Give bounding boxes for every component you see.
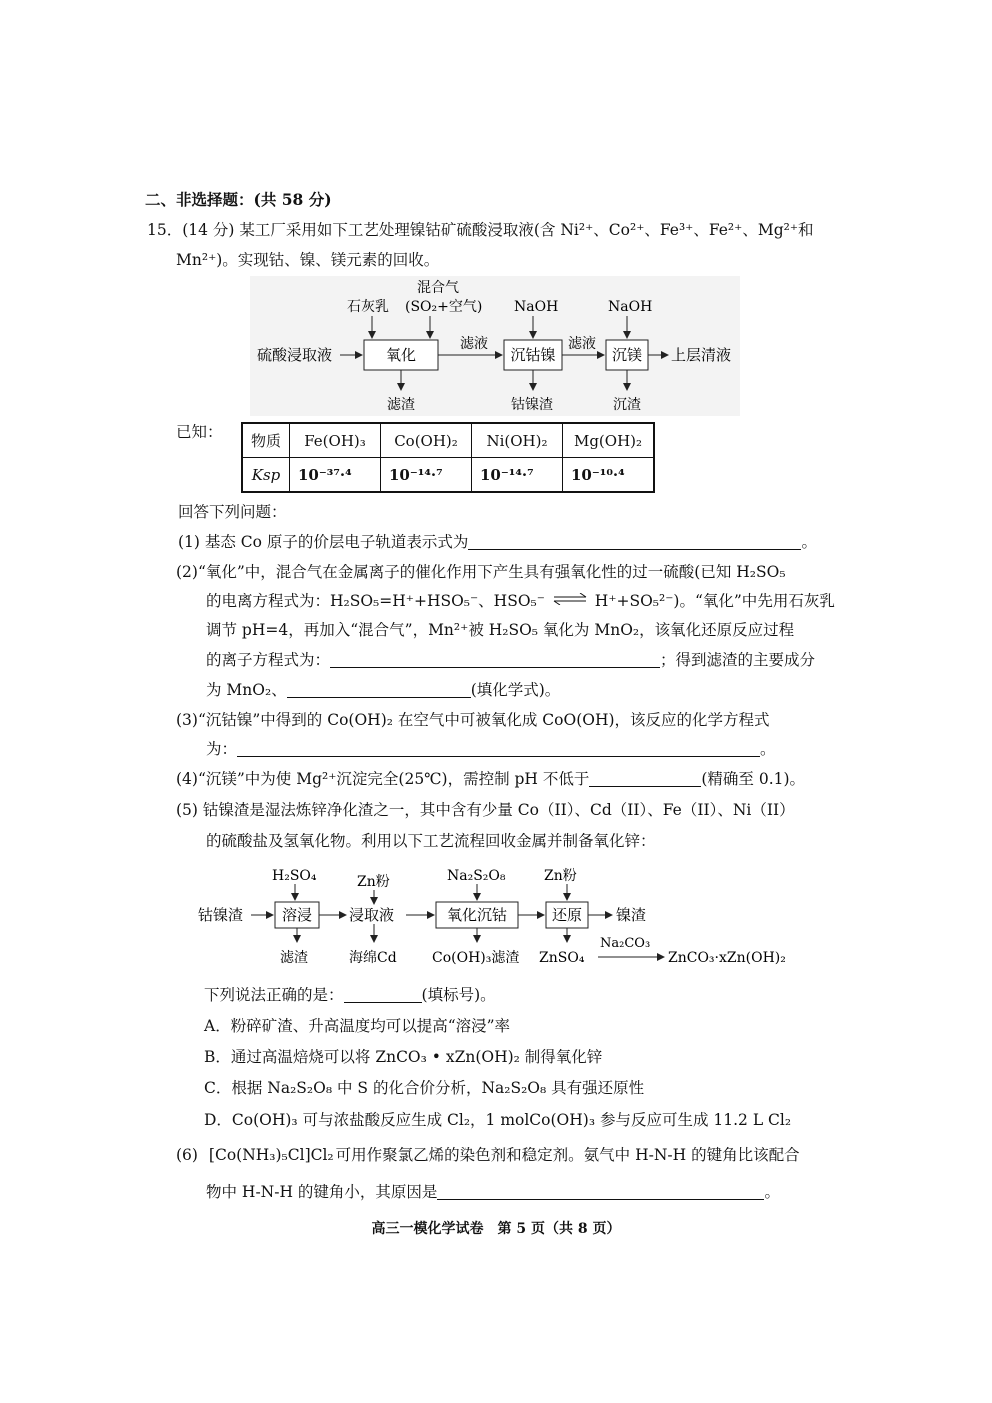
- ksp-header-mgoh2: Mg(OH)₂: [563, 423, 655, 458]
- q6-prompt: 物中 H-N-H 的键角小，其原因是: [206, 1183, 438, 1201]
- q6-number: (6): [176, 1146, 198, 1164]
- ksp-value-cooh2: 10⁻¹⁴·⁷: [381, 458, 472, 493]
- reagent-naoh-2: NaOH: [608, 299, 653, 315]
- ksp-header-cooh2: Co(OH)₂: [381, 423, 472, 458]
- flow2-cooh3-residue: Co(OH)₃滤渣: [432, 950, 520, 966]
- ksp-header-nioh2: Ni(OH)₂: [472, 423, 563, 458]
- ksp-table: [241, 422, 655, 493]
- q6-answer-blank[interactable]: [437, 1183, 764, 1200]
- q4-suffix: (精确至 0.1)。: [701, 770, 806, 788]
- q3-line1: (3)“沉钴镍”中得到的 Co(OH)₂ 在空气中可被氧化成 CoO(OH)，该反应的化学方程式: [176, 711, 770, 729]
- flow1-output: 上层清液: [671, 346, 732, 364]
- option-b: B．通过高温焙烧可以将 ZnCO₃ • xZn(OH)₂ 制得氧化锌: [204, 1048, 603, 1066]
- box-mg-precip-label: 沉镁: [611, 346, 643, 364]
- flow2-residue-1: 滤渣: [280, 950, 308, 966]
- q1-text: [178, 532, 817, 552]
- process-flow-diagram-2: [194, 860, 800, 972]
- q2-equation-blank[interactable]: [330, 651, 660, 668]
- reagent-mixgas: 混合气: [417, 280, 459, 296]
- ksp-value-feoh3: 10⁻³⁷·⁴: [290, 458, 381, 493]
- flow1-input: 硫酸浸取液: [257, 346, 333, 364]
- process-flow-diagram-1: [250, 276, 740, 416]
- ksp-value-nioh2: 10⁻¹⁴·⁷: [472, 458, 563, 493]
- q6-line1-text: 可用作聚氯乙烯的染色剂和稳定剂。氨气中 H-N-H 的键角比该配合: [335, 1146, 800, 1164]
- q6-complex-formula: [Co(NH₃)₅Cl]Cl₂: [208, 1146, 334, 1164]
- box-leaching-label: 溶浸: [281, 906, 313, 924]
- equilibrium-arrow-icon: [552, 593, 588, 605]
- page-footer: 高三一模化学试卷 第 5 页（共 8 页）: [371, 1221, 621, 1237]
- q2-residue-blank[interactable]: [287, 681, 471, 698]
- q2-line2b: H⁺+SO₅²⁻)。“氧化”中先用石灰乳: [594, 592, 835, 610]
- q6-end: 。: [764, 1183, 780, 1201]
- q5-question: [204, 985, 496, 1005]
- reagent-na2s2o8: Na₂S₂O₈: [447, 868, 506, 884]
- box-co-ni-precip-label: 沉钴镍: [510, 346, 556, 364]
- q3-line2: [206, 739, 776, 759]
- box-reduction-label: 还原: [551, 906, 583, 924]
- ksp-row-label: Ksp: [242, 458, 290, 493]
- q5-line2: 的硫酸盐及氢氧化物。利用以下工艺流程回收金属并制备氧化锌：: [206, 832, 656, 850]
- reagent-mixgas-detail: (SO₂+空气): [405, 299, 483, 315]
- filtrate-2: 滤液: [568, 336, 596, 352]
- q2-line3: 调节 pH=4，再加入“混合气”，Mn²⁺被 H₂SO₅ 氧化为 MnO₂，该氧化还原反应过程: [206, 621, 795, 639]
- residue-1: 滤渣: [387, 397, 415, 413]
- filtrate-1: 滤液: [460, 336, 488, 352]
- flow2-sponge-cd: 海绵Cd: [349, 950, 397, 966]
- q6-line1: [176, 1145, 800, 1165]
- q2-line5a: 为 MnO₂、: [206, 681, 287, 699]
- ksp-header-substance: 物质: [242, 423, 290, 458]
- flow2-ni-residue: 镍渣: [616, 906, 647, 924]
- q5-line1: (5) 钴镍渣是湿法炼锌净化渣之一，其中含有少量 Co（II）、Cd（II）、Fe（II）、Ni（II）: [176, 801, 795, 819]
- q3-line2a: 为：: [206, 740, 238, 758]
- option-a: A．粉碎矿渣、升高温度均可以提高“溶浸”率: [204, 1017, 511, 1035]
- zn-powder-1: Zn粉: [357, 874, 390, 890]
- q2-line1: (2)“氧化”中，混合气在金属离子的催化作用下产生具有强氧化性的过一硫酸(已知 H₂SO₅: [176, 563, 786, 581]
- q2-line5: [206, 680, 560, 700]
- ksp-value-mgoh2: 10⁻¹⁰·⁴: [563, 458, 655, 493]
- q2-line2: [206, 591, 835, 611]
- q2-line4b: ；得到滤渣的主要成分: [660, 651, 816, 669]
- section-title: 二、非选择题：(共 58 分): [145, 190, 332, 209]
- q5-answer-blank[interactable]: [344, 986, 422, 1003]
- flow2-input: 钴镍渣: [198, 906, 244, 924]
- q3-end: 。: [760, 740, 776, 758]
- q3-equation-blank[interactable]: [237, 740, 760, 757]
- q2-line4a: 的离子方程式为：: [206, 651, 331, 669]
- reagent-na2co3: Na₂CO₃: [600, 936, 651, 951]
- ksp-header-feoh3: Fe(OH)₃: [290, 423, 381, 458]
- flow2-leachate: 浸取液: [349, 906, 395, 924]
- q2-line5b: (填化学式)。: [470, 681, 561, 699]
- q4-line: [176, 769, 805, 789]
- q5-prompt: 下列说法正确的是：: [204, 986, 344, 1004]
- answer-intro: 回答下列问题：: [178, 503, 287, 521]
- box-oxidize-co-label: 氧化沉钴: [446, 906, 508, 924]
- reagent-lime: 石灰乳: [347, 299, 389, 315]
- q2-line4: [206, 650, 815, 670]
- flow2-znso4: ZnSO₄: [539, 950, 585, 966]
- q2-line2a: 的电离方程式为：H₂SO₅=H⁺+HSO₅⁻、HSO₅⁻: [206, 592, 545, 610]
- q15-stem-line1: 15．(14 分) 某工厂采用如下工艺处理镍钴矿硫酸浸取液(含 Ni²⁺、Co²⁺、Fe³⁺、Fe²⁺、Mg²⁺和: [147, 221, 814, 239]
- option-c: C．根据 Na₂S₂O₈ 中 S 的化合价分析，Na₂S₂O₈ 具有强还原性: [204, 1079, 645, 1097]
- q5-suffix: (填标号)。: [421, 986, 496, 1004]
- zn-powder-2: Zn粉: [544, 868, 577, 884]
- q6-line2: [206, 1182, 780, 1202]
- residue-3: 沉渣: [613, 397, 641, 413]
- q1-prompt: (1) 基态 Co 原子的价层电子轨道表示式为: [178, 533, 469, 551]
- residue-2: 钴镍渣: [511, 397, 553, 413]
- reagent-naoh-1: NaOH: [514, 299, 559, 315]
- q1-end: 。: [801, 533, 817, 551]
- known-label: 已知：: [176, 423, 223, 441]
- reagent-h2so4: H₂SO₄: [272, 868, 317, 884]
- q4-prompt: (4)“沉镁”中为使 Mg²⁺沉淀完全(25℃)，需控制 pH 不低于: [176, 770, 590, 788]
- box-oxidation-label: 氧化: [385, 346, 417, 364]
- q4-ph-blank[interactable]: [589, 770, 701, 787]
- option-d: D．Co(OH)₃ 可与浓盐酸反应生成 Cl₂，1 molCo(OH)₃ 参与反应可生成 11.2 L Cl₂: [204, 1111, 792, 1129]
- q15-stem-line2: Mn²⁺)。实现钴、镍、镁元素的回收。: [176, 251, 440, 269]
- q1-answer-blank[interactable]: [468, 533, 801, 550]
- flow2-product: ZnCO₃·xZn(OH)₂: [668, 950, 786, 966]
